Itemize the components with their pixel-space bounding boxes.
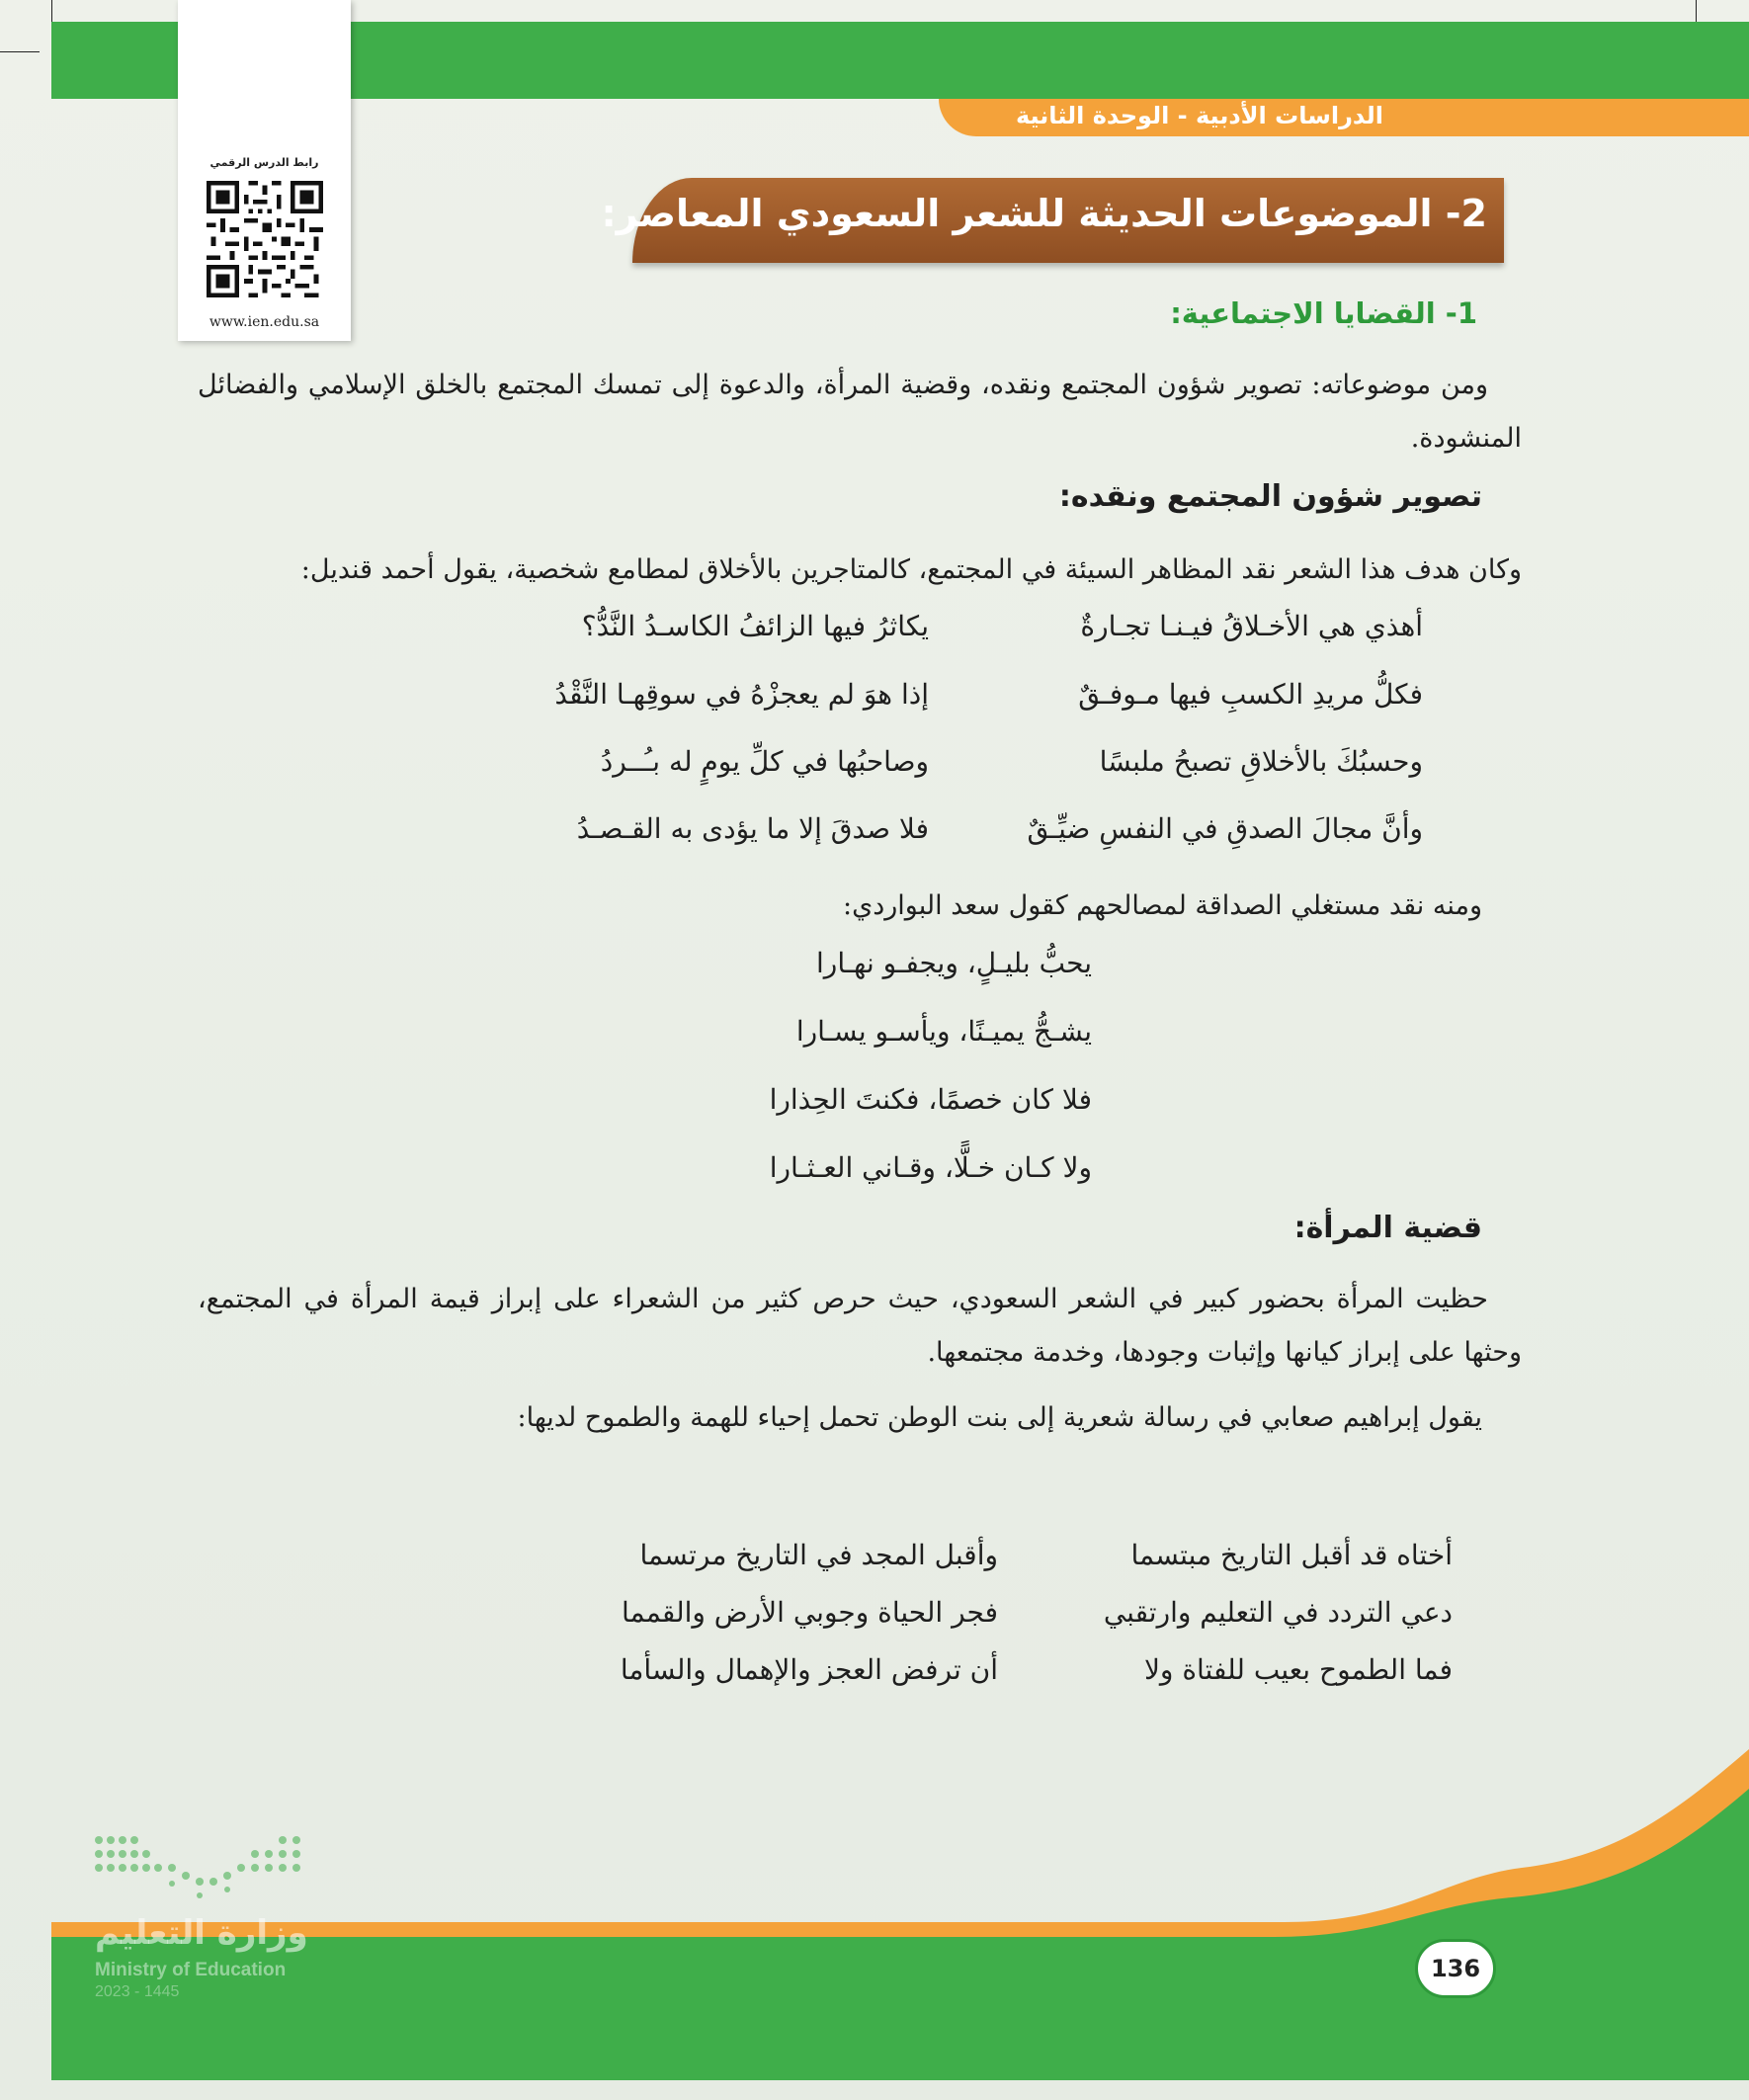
ministry-name-en: Ministry of Education — [95, 1960, 287, 1980]
section-title: 2- الموضوعات الحديثة للشعر السعودي المعاصر: — [601, 192, 1487, 235]
qr-label: رابط الدرس الرقمي — [209, 156, 319, 169]
women-heading: قضية المرأة: — [1293, 1211, 1482, 1245]
women-paragraph-2: يقول إبراهيم صعابي في رسالة شعرية إلى بنت الوطن تحمل إحياء للهمة والطموح لديها: — [517, 1402, 1482, 1433]
qr-code-icon[interactable] — [207, 181, 323, 297]
friendship-paragraph: ومنه نقد مستغلي الصداقة لمصالحهم كقول سعد البواردي: — [843, 890, 1482, 921]
poem3-verse-1-first: أختاه قد أقبل التاريخ مبتسما — [1130, 1539, 1453, 1571]
poem3-verse-2-first: دعي التردد في التعليم وارتقبي — [1103, 1596, 1453, 1629]
poem1-verse-3-second: وصاحبُها في كلِّ يومٍ له بـُــردُ — [600, 745, 929, 778]
poem1-verse-2-first: فكلُّ مريدِ الكسبِ فيها مـوفـقٌ — [1078, 678, 1423, 711]
qr-url[interactable]: www.ien.edu.sa — [208, 314, 320, 330]
poem1-verse-1-first: أهذي هي الأخـلاقُ فيـنـا تجـارةٌ — [1080, 610, 1423, 642]
women-paragraph: حظيت المرأة بحضور كبير في الشعر السعودي، حيث حرص كثير من الشعراء على إبراز قيمة المرأة في المجتمع، وحثها على إبراز كيانها وإثبات وجودها، وخدمة مجتمعها. — [198, 1284, 1522, 1368]
poem2-line-3: فلا كان خصمًا، فكنتَ الحِذارا — [769, 1083, 1092, 1116]
society-paragraph: وكان هدف هذا الشعر نقد المظاهر السيئة في المجتمع، كالمتاجرين بالأخلاق لمطامع شخصية، يقول أحمد قنديل: — [300, 554, 1522, 585]
qr-card[interactable] — [178, 0, 351, 341]
poem1-verse-2-second: إذا هوَ لم يعجزْهُ في سوقِهـا النَّقْدُ — [554, 678, 929, 711]
ministry-name-ar: وزارة التعليم — [95, 1913, 308, 1953]
poem3-verse-3-second: أن ترفض العجز والإهمال والسأما — [620, 1653, 998, 1686]
poem1-verse-4-first: وأنَّ مجالَ الصدقِ في النفسِ ضيِّـقٌ — [1027, 812, 1423, 845]
poem3-verse-2-second: فجر الحياة وجوبي الأرض والقمما — [622, 1596, 998, 1629]
poem3-verse-3-first: فما الطموح بعيب للفتاة ولا — [1143, 1653, 1453, 1686]
poem2-line-4: ولا كـان خـلًّا، وقـاني العـثـارا — [769, 1151, 1092, 1184]
social-issues-heading: 1- القضايا الاجتماعية: — [1170, 296, 1477, 330]
page-number: 136 — [1415, 1939, 1496, 1998]
poem2-line-1: يحبُّ بليـلٍ، ويجفـو نهـارا — [816, 947, 1092, 979]
poem3-verse-1-second: وأقبل المجد في التاريخ مرتسما — [639, 1539, 998, 1571]
social-intro-paragraph: ومن موضوعاته: تصوير شؤون المجتمع ونقده، وقضية المرأة، والدعوة إلى تمسك المجتمع بالخلق الإسلامي والفضائل المنشودة. — [198, 370, 1522, 454]
unit-title: الدراسات الأدبية - الوحدة الثانية — [1015, 102, 1383, 129]
poem1-verse-4-second: فلا صدقَ إلا ما يؤدى به القـصـدُ — [576, 812, 929, 845]
crop-mark — [0, 51, 40, 52]
ministry-year: 2023 - 1445 — [95, 1983, 180, 2000]
poem1-verse-3-first: وحسبُكَ بالأخلاقِ تصبحُ ملبسًا — [1099, 745, 1423, 778]
poem1-verse-1-second: يكاثرُ فيها الزائفُ الكاسـدُ النَّدُّ؟ — [581, 610, 929, 642]
society-subheading: تصوير شؤون المجتمع ونقده: — [1058, 479, 1482, 514]
poem2-line-2: يشـجُّ يميـنًا، ويأسـو يسـارا — [795, 1015, 1092, 1048]
